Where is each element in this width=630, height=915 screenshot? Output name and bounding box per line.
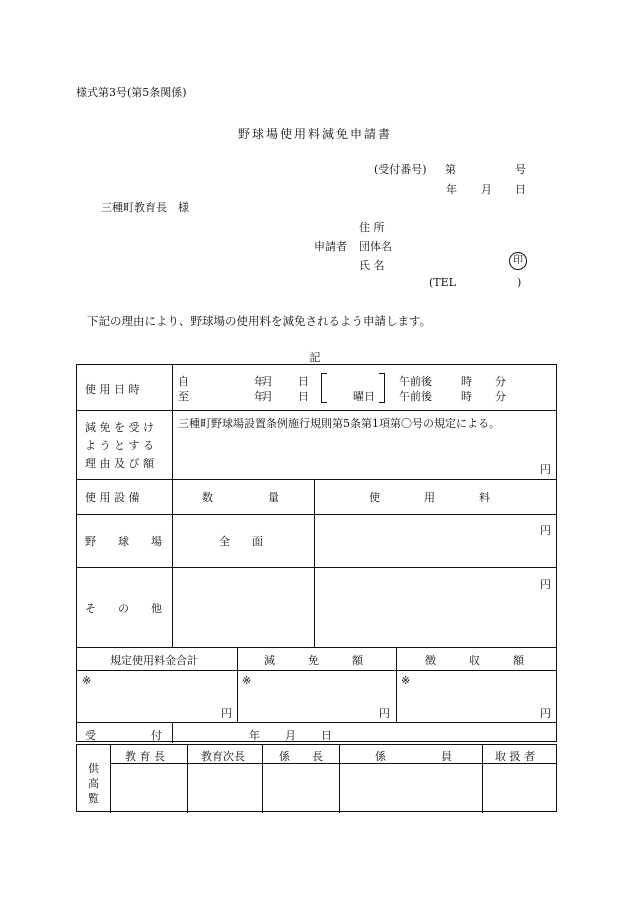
address-label: 住 所 (359, 221, 385, 234)
reason-label-line3: 理 由 及 び 額 (85, 457, 154, 470)
to-minute: 分 (495, 390, 506, 403)
reduction-yen: 円 (379, 707, 390, 720)
quantity-label: 数 量 (202, 491, 279, 504)
application-date-month: 月 (481, 183, 492, 196)
fee-label: 使 用 料 (369, 491, 490, 504)
baseball-field-label: 野 球 場 (85, 535, 162, 548)
approver-handler: 取 扱 者 (495, 750, 535, 763)
from-minute: 分 (495, 375, 506, 388)
approver-section-chief: 係 長 (279, 750, 323, 763)
to-hour: 時 (461, 390, 472, 403)
total-mark: ※ (82, 674, 92, 687)
approver-staff: 係 員 (375, 750, 452, 763)
to-day: 日 (298, 390, 309, 403)
from-ampm: 午前後 (399, 375, 432, 388)
form-number: 様式第3号(第5条関係) (76, 86, 187, 99)
from-day: 日 (298, 375, 309, 388)
organization-label: 団体名 (359, 240, 392, 253)
received-label: 受 付 (85, 729, 162, 742)
reception-number-label: (受付番号) (374, 163, 427, 176)
reason-label-line1: 減 免 を 受 け (85, 421, 154, 434)
page-title: 野球場使用料減免申請書 (237, 127, 392, 141)
received-day: 日 (321, 729, 332, 742)
name-label: 氏 名 (359, 259, 385, 272)
from-month: 月 (262, 375, 273, 388)
weekday-label: 曜日 (353, 390, 375, 403)
request-statement: 下記の理由により、野球場の使用料を減免されるよう申請します。 (87, 314, 432, 328)
total-yen: 円 (221, 707, 232, 720)
received-month: 月 (285, 729, 296, 742)
other-label: そ の 他 (85, 602, 162, 615)
total-fee-label: 規定使用料金合計 (110, 654, 198, 667)
to-year: 年 (254, 390, 265, 403)
to-month: 月 (262, 390, 273, 403)
reason-yen: 円 (540, 463, 551, 476)
collection-yen: 円 (540, 707, 551, 720)
application-table (76, 364, 557, 742)
full-area-label: 全 面 (219, 535, 263, 548)
facility-label: 使 用 設 備 (85, 491, 140, 504)
reason-label-line2: よ う と す る (85, 439, 154, 452)
approver-deputy: 教育次長 (201, 750, 245, 763)
applicant-label: 申請者 (314, 240, 347, 253)
tel-label: (TEL (429, 276, 456, 289)
application-date-day: 日 (515, 183, 526, 196)
ki-heading: 記 (309, 351, 321, 364)
from-year: 年 (254, 375, 265, 388)
reason-text: 三種町野球場設置条例施行規則第5条第1項第〇号の規定による。 (178, 417, 500, 430)
bracket-right (379, 373, 385, 403)
reception-dai: 第 (445, 163, 456, 176)
reception-go: 号 (515, 163, 526, 176)
from-hour: 時 (461, 375, 472, 388)
approval-table (76, 744, 557, 812)
collection-amount-label: 徴 収 額 (425, 654, 524, 667)
seal-mark: 印 (509, 252, 527, 270)
from-label: 自 (178, 375, 189, 388)
addressee: 三種町教育長 様 (101, 201, 189, 214)
to-label: 至 (178, 390, 189, 403)
application-date-year: 年 (446, 183, 457, 196)
other-fee-yen: 円 (540, 578, 551, 591)
approver-superintendent: 教 育 長 (125, 750, 165, 763)
baseball-fee-yen: 円 (540, 524, 551, 537)
received-year: 年 (249, 729, 260, 742)
collection-mark: ※ (401, 674, 411, 687)
reduction-mark: ※ (242, 674, 252, 687)
to-ampm: 午前後 (399, 390, 432, 403)
bracket-left (321, 373, 327, 403)
use-datetime-label: 使 用 日 時 (85, 383, 140, 396)
approval-label: 供高覧 (88, 762, 99, 805)
tel-close: ) (517, 276, 522, 289)
reduction-amount-label: 減 免 額 (264, 654, 363, 667)
